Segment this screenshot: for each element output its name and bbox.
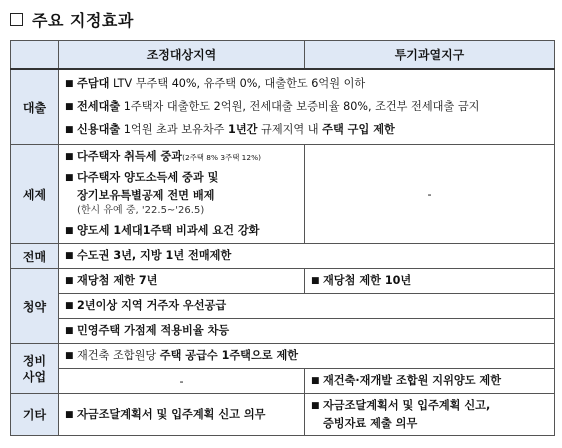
- subscription-col2: [305, 269, 555, 294]
- other-col2-text1: 자금조달계획서 및 입주계획 신고,: [323, 399, 491, 412]
- subscription-col1: [59, 269, 305, 294]
- redevelopment-col1: -: [59, 369, 305, 394]
- loan-label: 대출: [11, 69, 59, 145]
- redevelopment-label-line1: 정비: [22, 353, 47, 368]
- header-col1: 조정대상지역: [59, 41, 305, 70]
- header-col2: 투기과열지구: [305, 41, 555, 70]
- tax-item-1-bold: 다주택자 취득세 중과: [77, 150, 183, 163]
- header-empty: [11, 41, 59, 70]
- subscription-col1-item: [65, 272, 298, 290]
- other-col2-line1: [311, 397, 548, 415]
- tax-item-2-line1: 다주택자 양도소득세 중과 및: [77, 171, 219, 184]
- page-title-text: 주요 지정효과: [32, 10, 134, 30]
- tax-item-1: [65, 148, 298, 166]
- tax-item-3: [65, 222, 298, 240]
- square-bullet-icon: ■: [65, 226, 74, 236]
- redevelopment-item: [59, 344, 555, 369]
- other-col1-line: [65, 406, 298, 424]
- loan-item-1: [65, 75, 548, 93]
- square-bullet-icon: ■: [65, 102, 74, 112]
- other-row: [11, 394, 555, 436]
- tax-item-1-small: (2주택 8% 3주택 12%): [182, 153, 261, 162]
- redevelopment-label-line2: 사업: [22, 369, 47, 384]
- tax-item-3-text: 양도세 1세대1주택 비과세 요건 강화: [77, 224, 260, 237]
- other-col1-text: 자금조달계획서 및 입주계획 신고 의무: [77, 407, 266, 421]
- page-title: [10, 4, 134, 34]
- resale-item-text: 수도권 3년, 지방 1년 전매제한: [77, 249, 232, 262]
- square-bullet-icon: ■: [65, 79, 74, 89]
- loan-item-1-text: LTV 무주택 40%, 유주택 0%, 대출한도 6억원 이하: [109, 77, 366, 90]
- other-label: 기타: [11, 394, 59, 436]
- square-bullet-icon: ■: [65, 125, 74, 135]
- subscription-row-3: [11, 319, 555, 344]
- redevelopment-row-1: [11, 344, 555, 369]
- tax-item-2: [65, 169, 298, 187]
- subscription-col1-text: 재당첨 제한 7년: [77, 274, 158, 287]
- subscription-item-2-text: 2년이상 지역 거주자 우선공급: [77, 299, 227, 312]
- other-col1: [59, 394, 305, 436]
- loan-item-3: [65, 121, 548, 139]
- redevelopment-item-pre: 재건축 조합원당: [77, 349, 160, 362]
- subscription-row-1: [11, 269, 555, 294]
- title-checkbox-icon: [10, 13, 23, 26]
- subscription-col2-text: 재당첨 제한 10년: [323, 274, 412, 287]
- subscription-item-2-line: [65, 297, 548, 315]
- subscription-col2-item: [311, 272, 548, 290]
- header-row: [11, 41, 555, 70]
- subscription-item-3-text: 민영주택 가점제 적용비율 차등: [77, 324, 230, 337]
- loan-row: [11, 69, 555, 145]
- square-bullet-icon: ■: [65, 326, 74, 336]
- other-col2: [305, 394, 555, 436]
- square-bullet-icon: ■: [65, 276, 74, 286]
- square-bullet-icon: ■: [65, 152, 74, 162]
- resale-item: [65, 247, 548, 265]
- subscription-row-2: [11, 294, 555, 319]
- loan-item-3-text1: 1억원 초과 보유차주: [120, 123, 229, 136]
- loan-item-3-bold2: 1년간: [228, 123, 258, 136]
- subscription-item-3: [59, 319, 555, 344]
- redevelopment-col2: [305, 369, 555, 394]
- loan-item-2: [65, 98, 548, 116]
- square-bullet-icon: ■: [65, 301, 74, 311]
- loan-item-2-bold: 전세대출: [77, 100, 121, 113]
- square-bullet-icon: ■: [311, 276, 320, 286]
- loan-item-2-text: 1주택자 대출한도 2억원, 전세대출 보증비율 80%, 조건부 전세대출 금지: [120, 100, 480, 113]
- redevelopment-col2-line: [311, 372, 548, 390]
- tax-label: 세제: [11, 145, 59, 244]
- resale-content: [59, 244, 555, 269]
- square-bullet-icon: ■: [65, 409, 74, 420]
- square-bullet-icon: ■: [65, 173, 74, 183]
- loan-item-1-bold: 주담대: [77, 77, 110, 90]
- regulation-table: [10, 40, 555, 436]
- square-bullet-icon: ■: [65, 251, 74, 261]
- redevelopment-item-bold: 주택 공급수 1주택으로 제한: [159, 349, 299, 362]
- other-col2-text2: 증빙자료 제출 의무: [323, 417, 418, 430]
- loan-item-3-text2: 규제지역 내: [257, 123, 323, 136]
- tax-content: [59, 145, 305, 244]
- resale-label: 전매: [11, 244, 59, 269]
- tax-row: [11, 145, 555, 244]
- subscription-item-3-line: [65, 322, 548, 340]
- loan-content: [59, 69, 555, 145]
- subscription-item-2: [59, 294, 555, 319]
- subscription-label: 청약: [11, 269, 59, 344]
- tax-item-2-line2: 장기보유특별공제 전면 배제: [77, 189, 215, 202]
- square-bullet-icon: ■: [65, 351, 74, 361]
- loan-item-3-bold: 신용대출: [77, 123, 121, 136]
- redevelopment-col2-text: 재건축·재개발 조합원 지위양도 제한: [323, 374, 502, 387]
- tax-item-2-note: (한시 유예 중, '22.5~'26.5): [77, 205, 205, 216]
- square-bullet-icon: ■: [311, 401, 320, 411]
- square-bullet-icon: ■: [311, 376, 320, 386]
- tax-col2: -: [305, 145, 555, 244]
- redevelopment-item-line: [65, 347, 548, 365]
- resale-row: [11, 244, 555, 269]
- loan-item-3-bold3: 주택 구입 제한: [322, 123, 395, 136]
- redevelopment-row-2: [11, 369, 555, 394]
- redevelopment-label: [11, 344, 59, 394]
